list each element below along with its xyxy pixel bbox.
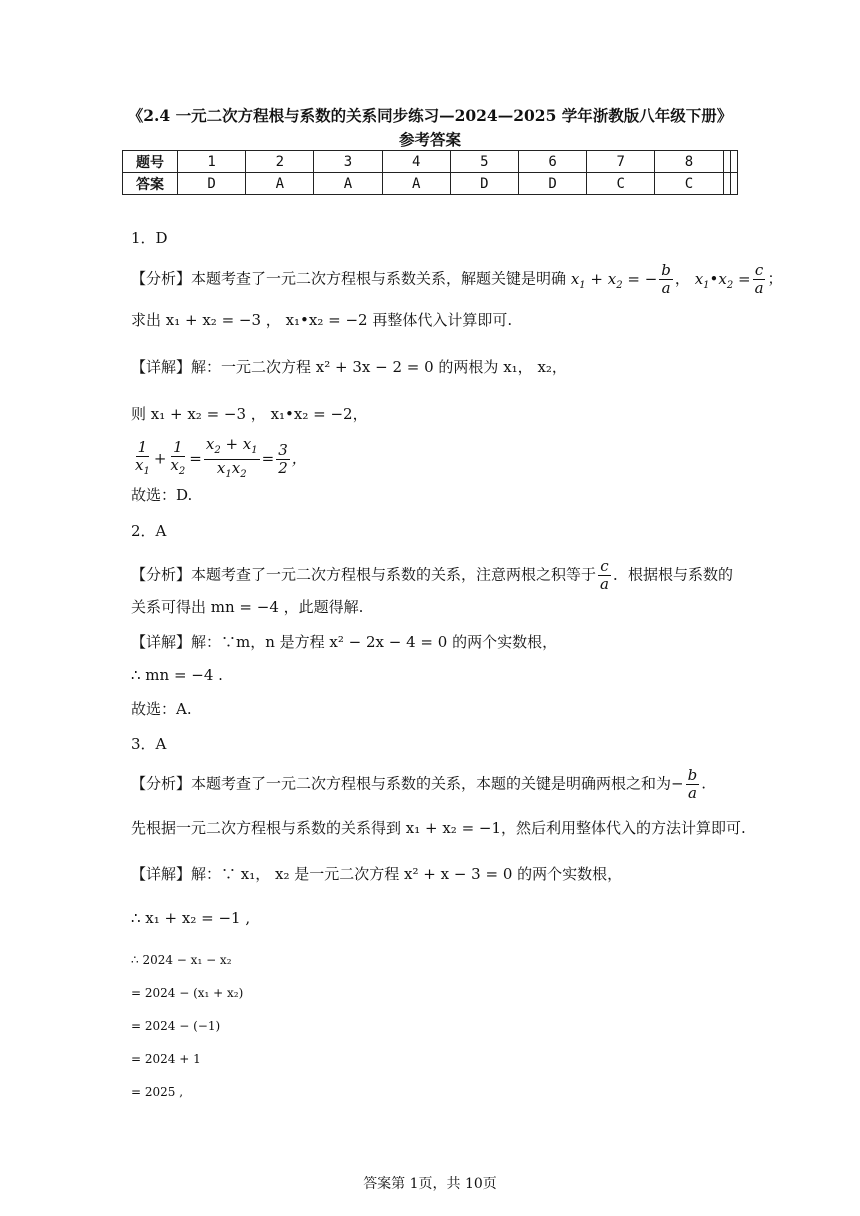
detail-text: 解：一元二次方程 x² + 3x − 2 = 0 的两根为 x₁， x₂，: [191, 358, 567, 376]
table-cell: [723, 151, 730, 173]
q3-step: = 2024 − (−1): [131, 1019, 221, 1033]
detail-text: 解：∵ x₁， x₂ 是一元二次方程 x² + x − 3 = 0 的两个实数根，: [191, 865, 623, 883]
analysis-text: 本题考查了一元二次方程根与系数关系，解题关键是明确: [191, 269, 567, 288]
table-cell: 7: [587, 151, 655, 173]
table-cell: A: [382, 173, 450, 195]
detail-tag: 【详解】: [131, 633, 192, 651]
analysis-after: ．根据根与系数的: [612, 565, 733, 584]
table-cell: C: [587, 173, 655, 195]
detail-tag: 【详解】: [131, 358, 192, 376]
table-header-cell: 题号: [123, 151, 178, 173]
table-cell: 1: [178, 151, 246, 173]
fraction: $\frac{1}{x_1}$: [135, 438, 150, 477]
formula: $x_1 + x_2$ = −: [570, 269, 658, 291]
table-cell: [730, 151, 737, 173]
q3-step: = 2024 − (x₁ + x₂): [131, 986, 244, 1000]
table-cell: A: [246, 173, 314, 195]
q3-heading: 3．A: [131, 735, 167, 753]
analysis-tag: 【分析】: [131, 269, 192, 288]
fraction: $\frac{b}{a}$: [661, 261, 671, 297]
table-row: [123, 173, 738, 195]
fraction: $\frac{c}{a}$: [754, 261, 764, 297]
fraction: $\frac{x_2 + x_1}{x_1x_2}$: [205, 435, 258, 480]
q3-detail: [131, 864, 622, 884]
q1-then-line: 则 x₁ + x₂ = −3 ， x₁•x₂ = −2，: [131, 405, 368, 423]
table-cell: [723, 173, 730, 195]
table-cell: D: [518, 173, 586, 195]
table-row: [123, 151, 738, 173]
analysis-text: 本题考查了一元二次方程根与系数的关系，注意两根之积等于: [191, 565, 597, 584]
table-cell: C: [655, 173, 723, 195]
q2-choose: 故选：A.: [131, 700, 192, 718]
table-cell: D: [450, 173, 518, 195]
table-header-cell: 答案: [123, 173, 178, 195]
table-cell: 3: [314, 151, 382, 173]
fraction: $\frac{b}{a}$: [687, 766, 698, 802]
q3-step: = 2024 + 1: [131, 1052, 201, 1066]
q2-therefore: ∴ mn = −4 .: [131, 666, 223, 684]
analysis-tag: 【分析】: [131, 774, 192, 793]
table-cell: [730, 173, 737, 195]
q3-analysis: 【分析】本题考查了一元二次方程根与系数的关系，本题的关键是明确两根之和为− $\frac{b}{a}$ .: [131, 766, 706, 802]
q3-analysis-line2: 先根据一元二次方程根与系数的关系得到 x₁ + x₂ = −1，然后利用整体代入的方法计算即可.: [131, 819, 746, 837]
q1-detail: [131, 357, 567, 377]
table-cell: A: [314, 173, 382, 195]
table-cell: 8: [655, 151, 723, 173]
analysis-text: 本题考查了一元二次方程根与系数的关系，本题的关键是明确两根之和为: [191, 774, 672, 793]
table-cell: 6: [518, 151, 586, 173]
document-title: 《2.4 一元二次方程根与系数的关系同步练习—2024—2025 学年浙教版八年级下册》参考答案: [127, 106, 733, 149]
q2-detail: [131, 632, 557, 652]
q1-choose: 故选：D.: [131, 486, 193, 504]
formula: $x_1•x_2$ =: [694, 269, 751, 291]
page-footer: 答案第 1页，共 10页: [363, 1176, 497, 1192]
q1-heading: 1．D: [131, 229, 168, 247]
table-cell: 4: [382, 151, 450, 173]
q3-step: = 2025 ,: [131, 1085, 184, 1099]
q2-analysis: [131, 558, 733, 593]
q1-analysis-line2: 求出 x₁ + x₂ = −3 ， x₁•x₂ = −2 再整体代入计算即可.: [131, 311, 513, 329]
table-cell: D: [178, 173, 246, 195]
q2-analysis-line2: 关系可得出 mn = −4 ，此题得解.: [131, 598, 364, 616]
fraction: $\frac{1}{x_2}$: [170, 438, 186, 477]
q1-analysis: 【分析】本题考查了一元二次方程根与系数关系，解题关键是明确 $x_1 + x_2$ = − $\frac{b}{a}$ ， $x_1•x_2$ = $\frac{c}{a}$ ；: [131, 261, 783, 297]
q3-step: ∴ 2024 − x₁ − x₂: [131, 953, 232, 967]
fraction: $\frac{3}{2}$: [278, 441, 288, 477]
detail-tag: 【详解】: [131, 865, 192, 883]
table-cell: 5: [450, 151, 518, 173]
answer-table: [122, 150, 738, 195]
q1-formula: $\frac{1}{x_1}$ + $\frac{1}{x_2}$ = $\frac{x_2 + x_1}{x_1x_2}$ = $\frac{3}{2}$ ，: [131, 436, 307, 483]
q3-therefore: ∴ x₁ + x₂ = −1 ,: [131, 909, 251, 927]
q2-heading: 2．A: [131, 522, 167, 540]
analysis-tag: 【分析】: [131, 565, 192, 584]
detail-text: 解：∵m，n 是方程 x² − 2x − 4 = 0 的两个实数根，: [191, 633, 558, 651]
table-cell: 2: [246, 151, 314, 173]
fraction: $\frac{c}{a}$: [600, 557, 609, 593]
